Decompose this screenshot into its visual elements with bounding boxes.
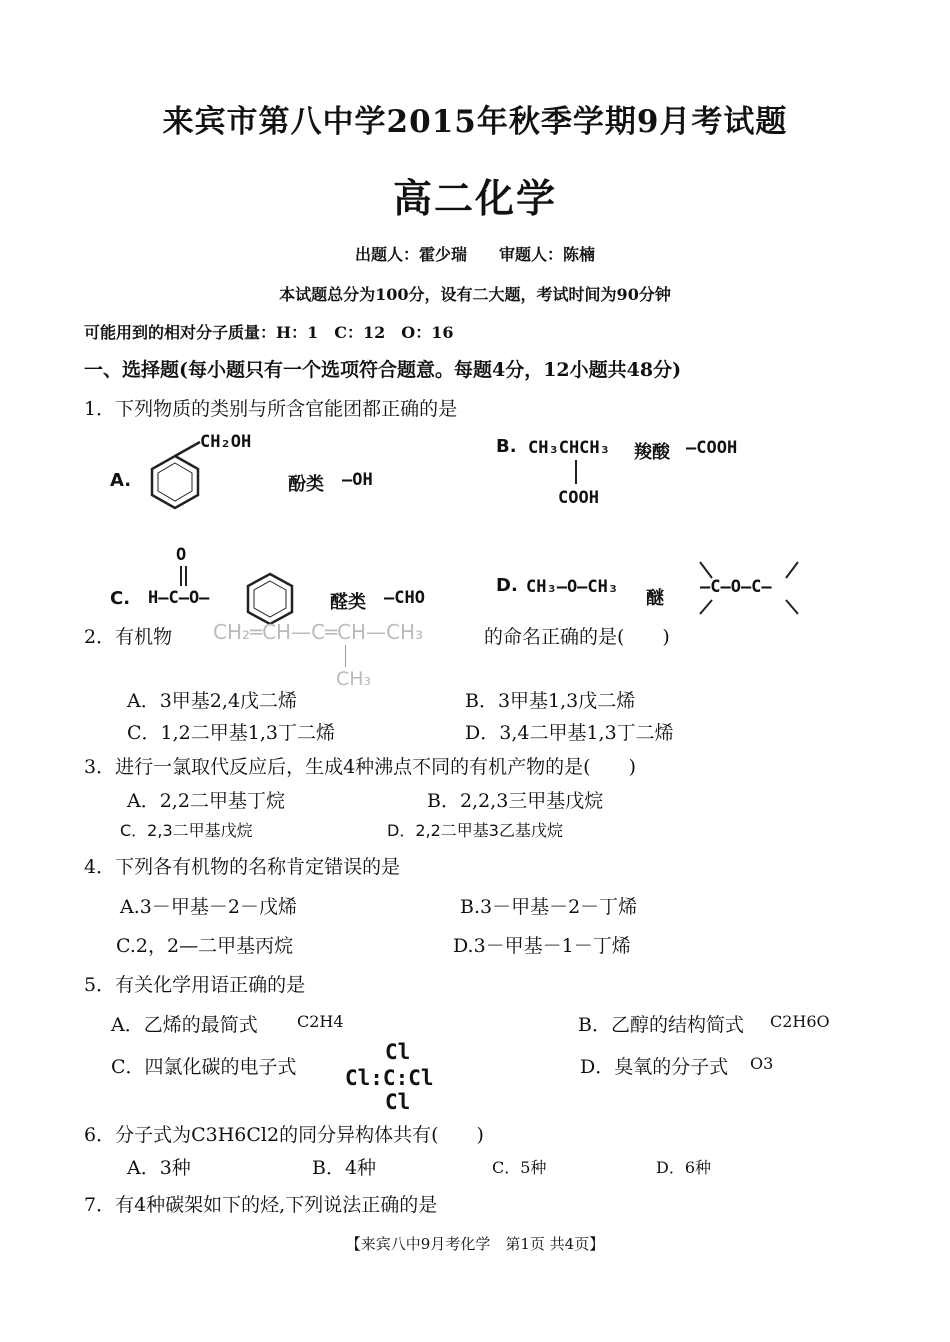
- page-footer: 【来宾八中9月考化学 第1页 共4页】: [345, 1235, 605, 1253]
- q6-option-b[interactable]: B．4种: [312, 1157, 377, 1179]
- q5-option-c[interactable]: C．四氯化碳的电子式: [111, 1056, 297, 1078]
- q1-d-label: D.: [496, 575, 518, 596]
- q1-c-class: 醛类: [330, 592, 366, 613]
- q3-option-a[interactable]: A．2,2二甲基丁烷: [127, 790, 285, 812]
- q5-d-formula: O3: [750, 1054, 774, 1073]
- question-6-stem: 6．分子式为C3H6Cl2的同分异构体共有( ): [84, 1124, 484, 1146]
- exam-info: 本试题总分为100分，设有二大题，考试时间为90分钟: [279, 285, 671, 304]
- q5-option-d[interactable]: D．臭氧的分子式: [580, 1056, 729, 1078]
- q2-stem-end: 的命名正确的是( ): [484, 626, 670, 648]
- q1-b-label: B.: [496, 436, 517, 457]
- q1-d-func: —C—O—C—: [700, 577, 772, 597]
- q2-option-b[interactable]: B．3甲基1,3戊二烯: [465, 690, 636, 712]
- question-3-stem: 3．进行一氯取代反应后，生成4种沸点不同的有机产物的是( ): [84, 756, 637, 778]
- q2-substituent: CH₃: [336, 668, 372, 690]
- q4-option-a[interactable]: A.3－甲基－2－戊烯: [120, 896, 297, 918]
- q5-c-mid: Cl:C:Cl: [345, 1066, 434, 1090]
- q1-c-label: C.: [110, 588, 131, 609]
- q2-option-d[interactable]: D．3,4二甲基1,3丁二烯: [465, 722, 674, 744]
- q1-c-formula: H—C—O—: [148, 588, 210, 608]
- q5-a-formula: C2H4: [297, 1012, 344, 1031]
- question-1-stem: 1．下列物质的类别与所含官能团都正确的是: [84, 398, 458, 420]
- subject-title: 高二化学: [392, 176, 557, 222]
- question-4-stem: 4．下列各有机物的名称肯定错误的是: [84, 856, 401, 878]
- q3-option-d[interactable]: D．2,2二甲基3乙基戊烷: [387, 821, 563, 840]
- q1-b-func: —COOH: [686, 438, 738, 458]
- q1-b-class: 羧酸: [634, 442, 670, 463]
- q1-a-label: A.: [110, 470, 132, 491]
- q1-c-oxygen: O: [176, 545, 187, 565]
- q6-option-d[interactable]: D．6种: [656, 1158, 712, 1177]
- q3-option-c[interactable]: C．2,3二甲基戊烷: [120, 821, 253, 840]
- q1-a-class: 酚类: [288, 474, 324, 495]
- q6-option-a[interactable]: A．3种: [127, 1157, 191, 1179]
- q2-option-a[interactable]: A．3甲基2,4戊二烯: [127, 690, 298, 712]
- q5-c-top: Cl: [385, 1040, 411, 1064]
- section-heading: 一、选择题(每小题只有一个选项符合题意。每题4分，12小题共48分): [84, 359, 682, 381]
- authors-line: 出题人：霍少瑞 审题人：陈楠: [354, 245, 595, 264]
- q1-c-double-bond-2: [185, 566, 187, 586]
- atomic-masses: 可能用到的相对分子质量：H：1 C：12 O：16: [84, 323, 454, 342]
- q5-option-a[interactable]: A．乙烯的最简式: [111, 1014, 258, 1036]
- q2-structure: CH₂═CH—C═CH—CH₃: [213, 620, 424, 644]
- q1-a-group: CH₂OH: [200, 432, 252, 452]
- q5-b-formula: C2H6O: [770, 1012, 830, 1031]
- q5-option-b[interactable]: B．乙醇的结构简式: [578, 1014, 744, 1036]
- q1-b-formula: CH₃CHCH₃: [528, 438, 610, 458]
- q1-b-branch: COOH: [558, 488, 599, 508]
- q1-b-bond: [575, 460, 577, 484]
- q4-option-b[interactable]: B.3－甲基－2－丁烯: [460, 896, 638, 918]
- q1-c-double-bond: [180, 566, 182, 586]
- q4-option-c[interactable]: C.2，2—二甲基丙烷: [116, 935, 294, 957]
- q2-option-c[interactable]: C．1,2二甲基1,3丁二烯: [127, 722, 335, 744]
- q3-option-b[interactable]: B．2,2,3三甲基戊烷: [427, 790, 604, 812]
- q2-branch-bond: [345, 645, 346, 667]
- exam-title: 来宾市第八中学2015年秋季学期9月考试题: [162, 104, 788, 140]
- question-5-stem: 5．有关化学用语正确的是: [84, 974, 306, 996]
- q1-d-class: 醚: [646, 588, 664, 609]
- q1-a-func: —OH: [342, 470, 373, 490]
- q4-option-d[interactable]: D.3－甲基－1－丁烯: [453, 935, 631, 957]
- q1-d-formula: CH₃—O—CH₃: [526, 577, 619, 597]
- question-2-stem: 2．有机物: [84, 626, 173, 648]
- q5-c-bot: Cl: [385, 1090, 411, 1114]
- q1-c-func: —CHO: [384, 588, 425, 608]
- question-7-stem: 7．有4种碳架如下的烃,下列说法正确的是: [84, 1194, 438, 1216]
- q6-option-c[interactable]: C．5种: [492, 1158, 547, 1177]
